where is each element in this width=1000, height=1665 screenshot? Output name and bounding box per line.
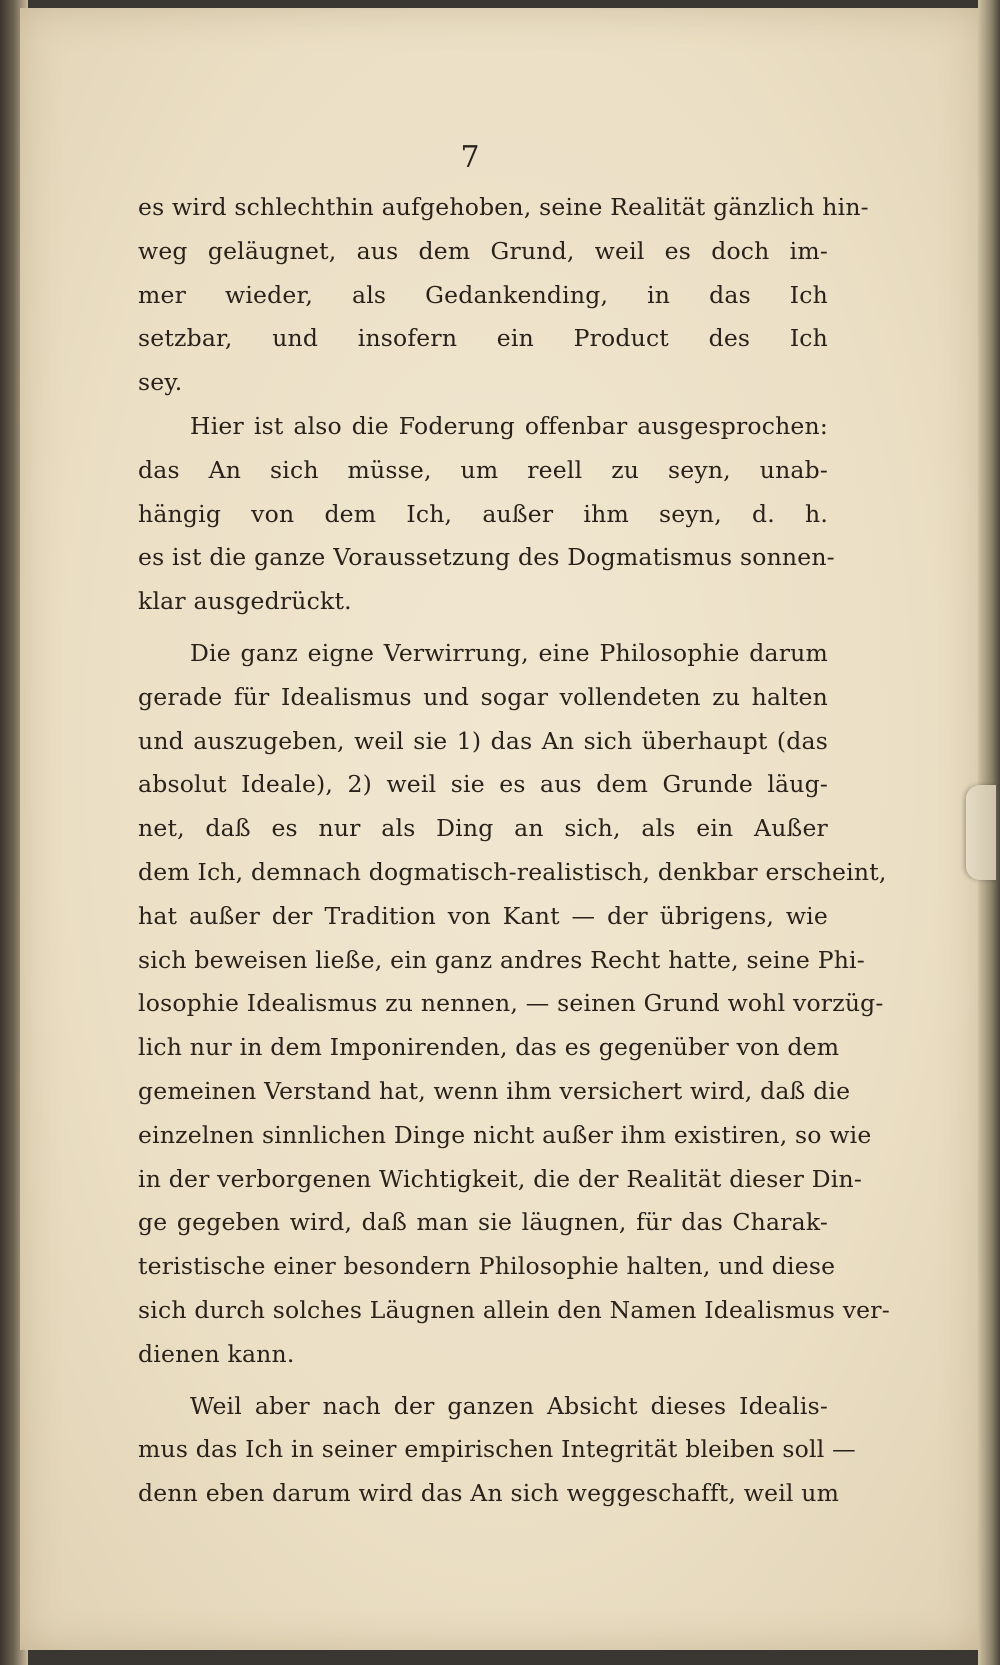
text-line: hat außer der Tradition von Kant — der übrigens, wie — [138, 901, 828, 930]
text-line: net, daß es nur als Ding an sich, als ein Außer — [138, 814, 828, 843]
paragraph-4 — [138, 1385, 856, 1516]
paragraph-3 — [138, 632, 890, 1377]
text-line: setzbar, und insofern ein Product des Ich — [138, 324, 828, 353]
text-line: losophie Idealismus zu nennen, — seinen Grund wohl vorzüg- — [138, 989, 884, 1018]
text-line: hängig von dem Ich, außer ihm seyn, d. h. — [138, 499, 828, 528]
text-line: sich durch solches Läugnen allein den Namen Idealismus ver- — [138, 1295, 890, 1324]
text-line: denn eben darum wird das An sich weggeschafft, weil um — [138, 1479, 840, 1508]
text-line: gemeinen Verstand hat, wenn ihm versichert wird, daß die — [138, 1076, 851, 1105]
text-line: weg geläugnet, aus dem Grund, weil es doch im- — [138, 236, 828, 265]
text-line: sey. — [138, 368, 183, 397]
text-line: absolut Ideale), 2) weil sie es aus dem Grunde läug- — [138, 770, 828, 799]
text-line: in der verborgenen Wichtigkeit, die der Realität dieser Din- — [138, 1164, 862, 1193]
text-line: das An sich müsse, um reell zu seyn, unab- — [138, 455, 828, 484]
paragraph-2 — [138, 405, 835, 624]
text-line: einzelnen sinnlichen Dinge nicht außer ihm existiren, so wie — [138, 1120, 872, 1149]
page-tab-marker — [966, 785, 996, 880]
text-line: sich beweisen ließe, ein ganz andres Recht hatte, seine Phi- — [138, 945, 865, 974]
text-line: dem Ich, demnach dogmatisch-realistisch, denkbar erscheint, — [138, 857, 887, 886]
text-line: Weil aber nach der ganzen Absicht dieses Idealis- — [190, 1391, 828, 1420]
text-line: mer wieder, als Gedankending, in das Ich — [138, 280, 828, 309]
text-line: teristische einer besondern Philosophie halten, und diese — [138, 1252, 836, 1281]
book-page — [20, 8, 980, 1650]
text-line: lich nur in dem Imponirenden, das es gegenüber von dem — [138, 1033, 840, 1062]
text-line: es ist die ganze Voraussetzung des Dogmatismus sonnen- — [138, 543, 835, 572]
text-line: Hier ist also die Foderung offenbar ausgesprochen: — [190, 411, 828, 440]
paragraph-gap — [138, 1377, 828, 1385]
text-line: Die ganz eigne Verwirrung, eine Philosophie darum — [190, 638, 828, 667]
text-line: mus das Ich in seiner empirischen Integrität bleiben soll — — [138, 1435, 856, 1464]
paragraph-gap — [138, 624, 828, 632]
page-number: 7 — [460, 140, 480, 175]
text-line: klar ausgedrückt. — [138, 587, 352, 616]
text-line: gerade für Idealismus und sogar vollendeten zu halten — [138, 682, 828, 711]
paragraph-1 — [138, 186, 869, 405]
text-line: ge gegeben wird, daß man sie läugnen, für das Charak- — [138, 1208, 828, 1237]
body-text — [138, 186, 890, 1516]
text-line: es wird schlechthin aufgehoben, seine Realität gänzlich hin- — [138, 193, 869, 221]
text-line: und auszugeben, weil sie 1) das An sich überhaupt (das — [138, 726, 828, 755]
text-line: dienen kann. — [138, 1339, 295, 1368]
